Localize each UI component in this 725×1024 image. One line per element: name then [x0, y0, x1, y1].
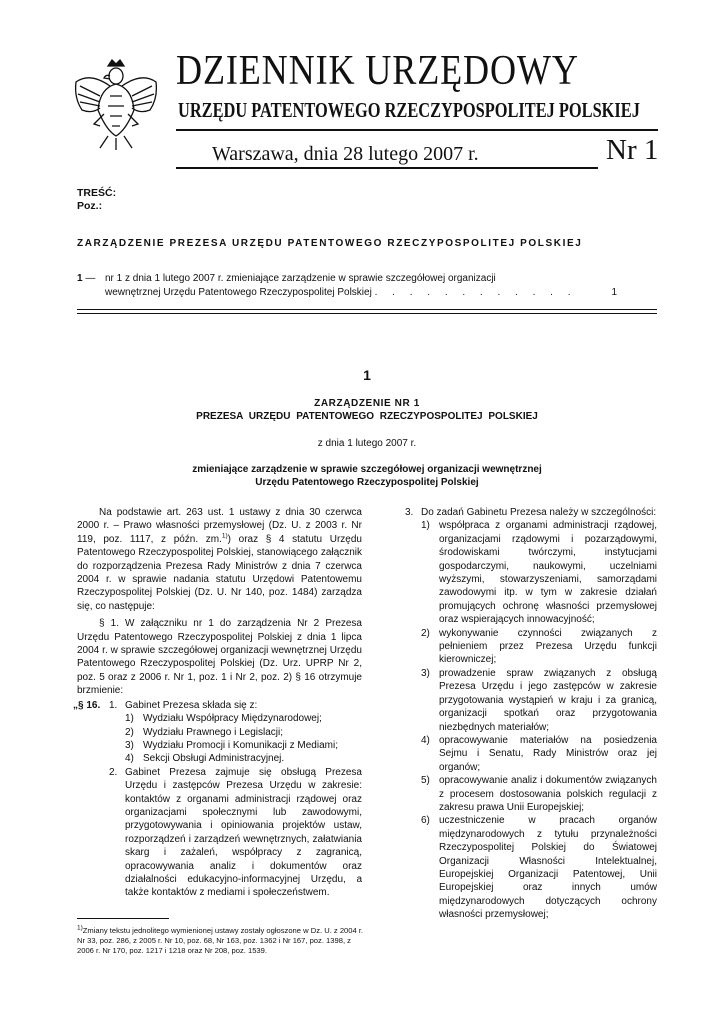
footnote-rule: [77, 918, 169, 919]
s16-block: [73, 699, 362, 900]
task-item-5: 5) opracowywanie analiz i dokumentów związanych z procesem dostosowania polskich regulacji z zakresu prawa Unii Europejskiej;: [421, 775, 657, 813]
s16-prefix: „§ 16.: [73, 699, 101, 711]
contents-item-number: 1 —: [77, 273, 96, 284]
contents-poz-label: Poz.:: [77, 200, 103, 212]
s16-item-3: 3. Do zadań Gabinetu Prezesa należy w szczególności:: [405, 507, 657, 518]
task-list: [393, 519, 657, 921]
task-item-2: 2) wykonywanie czynności związanych z pełnieniem przez Prezesa Urzędu funkcji kierowniczej;: [421, 627, 657, 666]
left-column: [73, 506, 362, 900]
contents-heading: TREŚĆ:: [77, 187, 117, 199]
contents-divider-top: [77, 309, 657, 310]
s16-sub-item-1: 1) Wydziału Współpracy Międzynarodowej;: [125, 713, 322, 725]
masthead-subtitle: URZĘDU PATENTOWEGO RZECZYPOSPOLITEJ POLSKIEJ: [178, 98, 640, 122]
masthead-rule-upper: [176, 129, 658, 131]
right-column: [393, 506, 657, 922]
polish-eagle-emblem: [70, 52, 162, 152]
masthead-rule-lower: [176, 167, 598, 169]
contents-item-text: nr 1 z dnia 1 lutego 2007 r. zmieniające zarządzenie w sprawie szczegółowej organizacji wewnętrznej Urzędu Patentowego Rzeczypospolitej Polskiej . . . . . . . . . . . .: [105, 273, 577, 298]
contents-item-page: 1: [611, 287, 617, 298]
masthead-title: DZIENNIK URZĘDOWY: [176, 48, 579, 94]
act-date: z dnia 1 lutego 2007 r.: [317, 438, 417, 449]
task-item-6: 6) uczestniczenie w pracach organów międzynarodowych z tytułu przynależności Rzeczypospolitej Polskiej do Światowej Organizacji Własności Intelektualnej, Europejskiej Organizacji Patentowej, Unii Europejskiej oraz innych umów międzynarodowych dotyczących ochrony własności przemysłowej;: [421, 815, 657, 921]
paragraph-1: § 1. W załączniku nr 1 do zarządzenia Nr 2 Prezesa Urzędu Patentowego Rzeczypospolitej Polskiej z dnia 1 lipca 2004 r. w sprawie szczegółowej organizacji wewnętrznej Urzędu Patentowego Rzeczypospolitej Polskiej (Dz. Urz. UPRP Nr 2, poz. 5 oraz z 2006 r. Nr 1, poz. 1 i Nr 2, poz. 2) § 16 otrzymuje brzmienie:: [77, 618, 362, 697]
task-item-1: 1) współpraca z organami administracji rządowej, organizacjami rządowymi i pozarządowymi, środowiskami twórczymi, instytucjami gospodarczymi, naukowymi, uczelniami wyższymi, stowarzyszeniami, samorządami zawodowymi itp. w tym w zakresie działań promujących ochronę własności przemysłowej oraz wspierających innowacyjność;: [421, 520, 657, 626]
s16-sub-list: [77, 712, 362, 766]
task-item-4: 4) opracowywanie materiałów na posiedzenia Sejmu i Senatu, Rady Ministrów oraz jej organów;: [421, 734, 657, 773]
s16-item-1: 1. Gabinet Prezesa składa się z:: [109, 699, 258, 711]
s16-sub-item-2: 2) Wydziału Prawnego i Legislacji;: [125, 726, 283, 738]
issue-number: Nr 1: [606, 134, 659, 166]
s16-sub-item-4: 4) Sekcji Obsługi Administracyjnej.: [125, 753, 285, 765]
act-subject: zmieniające zarządzenie w sprawie szczegółowej organizacji wewnętrznej Urzędu Patentowego Rzeczypospolitej Polskiej: [192, 464, 542, 488]
act-title: ZARZĄDZENIE NR 1 PREZESA URZĘDU PATENTOWEGO RZECZYPOSPOLITEJ POLSKIEJ: [196, 398, 538, 422]
act-number: 1: [363, 367, 371, 383]
contents-block: [77, 187, 116, 213]
task-item-3: 3) prowadzenie spraw związanych z obsługą Prezesa Urzędu i jego zastępców w zakresie przygotowania wystąpień w kraju i za granicą, organizacji spotkań oraz przygotowania niezbędnych materiałów;: [421, 667, 657, 733]
contents-divider-bottom: [77, 313, 657, 314]
s16-sub-item-3: 3) Wydziału Promocji i Komunikacji z Mediami;: [125, 739, 338, 751]
footnote: $^{1)}$Zmiany tekstu jednolitego wymienionej ustawy zostały ogłoszone w Dz. U. z 2004 r. Nr 33, poz. 286, z 2005 r. Nr 10, poz. 68, Nr 163, poz. 1362 i Nr 167, poz. 1398, z 2006 r. Nr 170, poz. 1217 i 1218 oraz Nr 208, poz. 1539.: [77, 924, 364, 956]
contents-section-title: ZARZĄDZENIE PREZESA URZĘDU PATENTOWEGO RZECZYPOSPOLITEJ POLSKIEJ: [77, 238, 583, 249]
masthead-dateline: Warszawa, dnia 28 lutego 2007 r.: [212, 143, 479, 165]
s16-item-2: 2. Gabinet Prezesa zajmuje się obsługą Prezesa Urzędu i zastępców Prezesa Urzędu w zakresie: kontaktów z organami administracji rządowej oraz organizacjami społecznymi lub zawodowymi, przygotowywania i opiniowania projektów ustaw, rozporządzeń i zarządzeń wewnętrznych, załatwiania skarg i zażaleń, współpracy z zagranicą, opracowywania analiz i dokumentów oraz działalności edukacyjno-informacyjnej Urzędu, a także kontaktów z mediami i społeczeństwem.: [109, 766, 362, 899]
preamble: Na podstawie art. 263 ust. 1 ustawy z dnia 30 czerwca 2000 r. – Prawo własności przemysłowej (Dz. U. z 2003 r. Nr 119, poz. 1117, z późn. zm.$^{1)}$) oraz § 4 statutu Urzędu Patentowego Rzeczypospolitej Polskiej, stanowiącego załącznik do rozporządzenia Prezesa Rady Ministrów z dnia 7 czerwca 2004 r. w sprawie nadania statutu Urzędowi Patentowemu Rzeczypospolitej Polskiej (Dz. U. Nr 140, poz. 1484) zarządza się, co następuje:: [77, 507, 362, 612]
